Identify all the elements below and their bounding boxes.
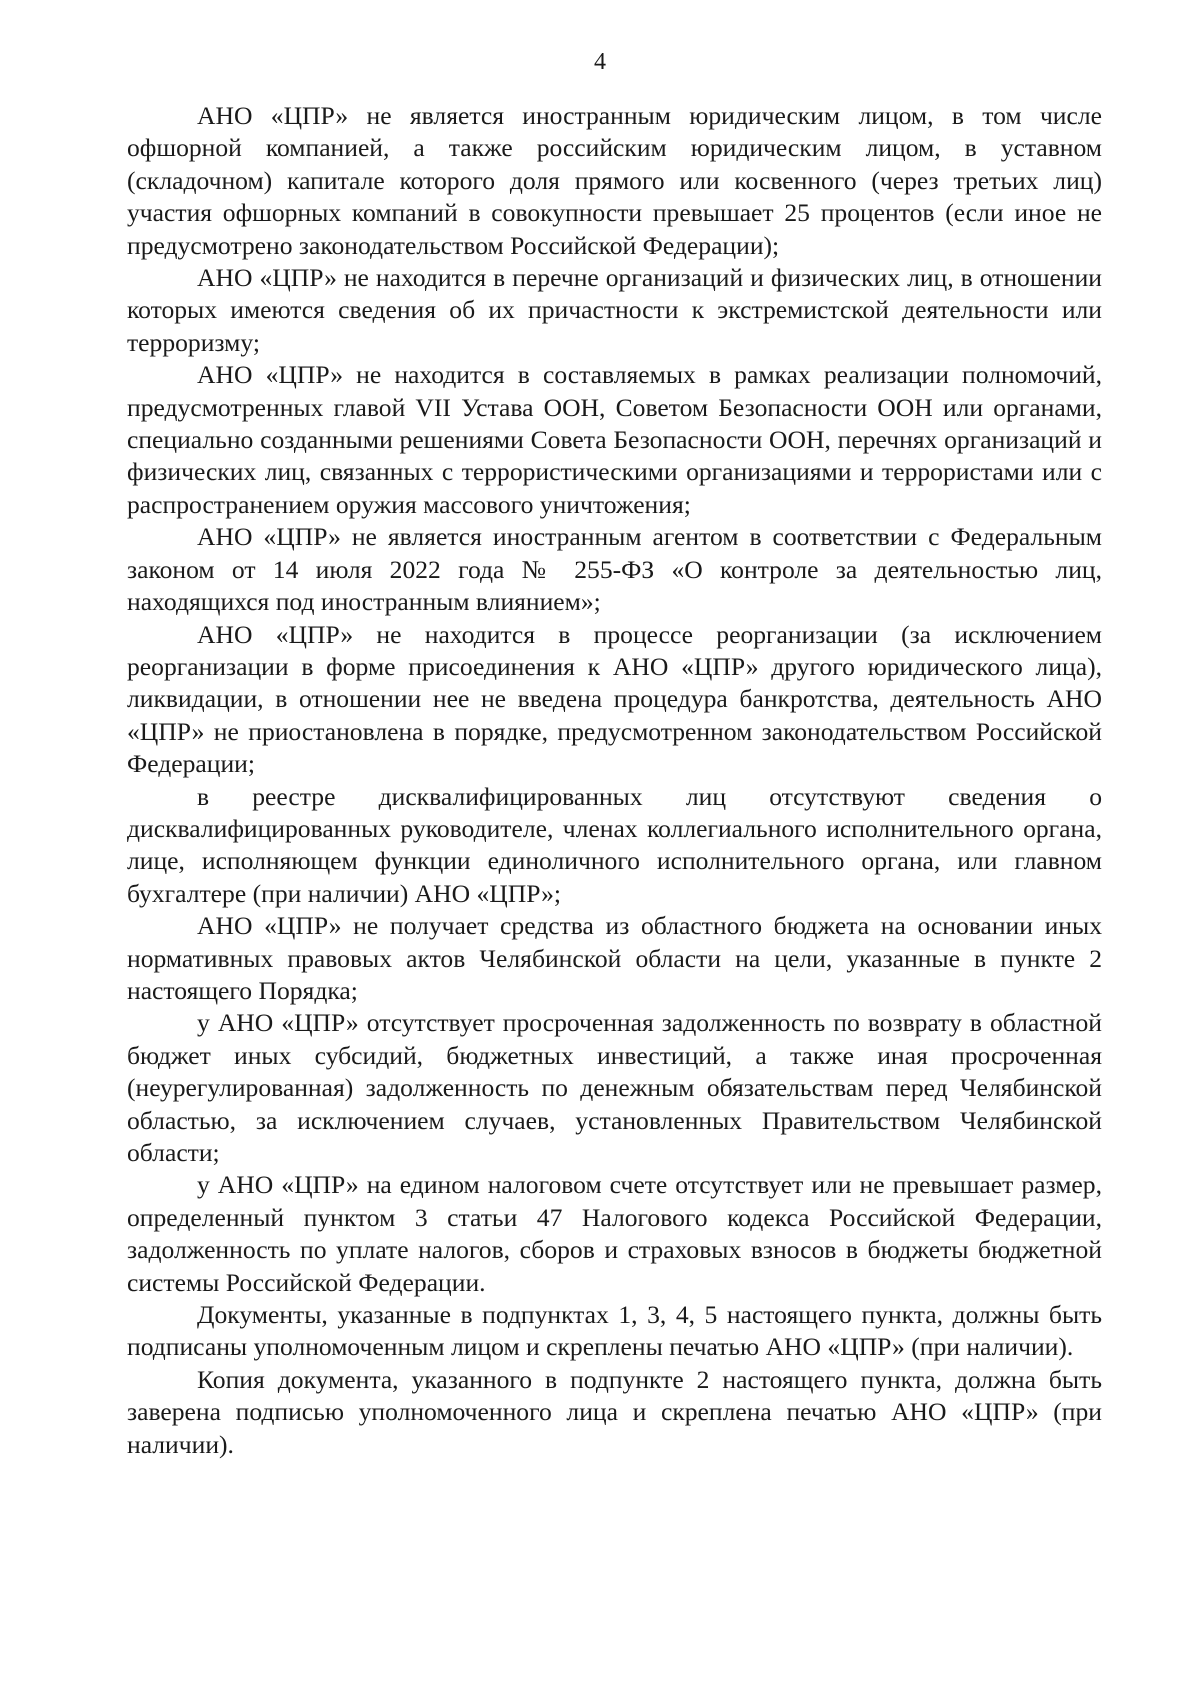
paragraph-copy-certification: Копия документа, указанного в подпункте 2 настоящего пункта, должна быть заверена подписью уполномоченного лица и скреплена печатью АНО «ЦПР» (при наличии). [127, 1364, 1102, 1459]
paragraph-tax-account: у АНО «ЦПР» на едином налоговом счете отсутствует или не превышает размер, определенный пунктом 3 статьи 47 Налогового кодекса Российской Федерации, задолженность по уплате налогов, сборов и страховых взносов в бюджеты бюджетной системы Российской Федерации. [127, 1170, 1102, 1297]
paragraph-not-foreign-entity: АНО «ЦПР» не является иностранным юридическим лицом, в том числе офшорной компанией, а также российским юридическим лицом, в уставном (складочном) капитале которого доля прямого или косвенного (через третьих лиц) участия офшорных компаний в совокупности превышает 25 процентов (если иное не предусмотрено законодательством Российской Федерации); [127, 101, 1102, 260]
document-body [127, 100, 1102, 1461]
paragraph-no-overdue-debt: у АНО «ЦПР» отсутствует просроченная задолженность по возврату в областной бюджет иных субсидий, бюджетных инвестиций, а также иная просроченная (неурегулированная) задолженность по денежным обязательствам перед Челябинской областью, за исключением случаев, установленных Правительством Челябинской области; [127, 1008, 1102, 1167]
paragraph-no-regional-budget-funds: АНО «ЦПР» не получает средства из областного бюджета на основании иных нормативных правовых актов Челябинской области на цели, указанные в пункте 2 настоящего Порядка; [127, 911, 1102, 1005]
page-number: 4 [594, 49, 606, 75]
paragraph-documents-signature: Документы, указанные в подпунктах 1, 3, 4, 5 настоящего пункта, должны быть подписаны уполномоченным лицом и скреплены печатью АНО «ЦПР» (при наличии). [127, 1300, 1102, 1362]
paragraph-not-extremism-list: АНО «ЦПР» не находится в перечне организаций и физических лиц, в отношении которых имеются сведения об их причастности к экстремистской деятельности или терроризму; [127, 263, 1102, 357]
paragraph-not-un-terrorism-list: АНО «ЦПР» не находится в составляемых в рамках реализации полномочий, предусмотренных главой VII Устава ООН, Советом Безопасности ООН или органами, специально созданными решениями Совета Безопасности ООН, перечнях организаций и физических лиц, связанных с террористическими организациями и террористами или с распространением оружия массового уничтожения; [127, 360, 1102, 519]
paragraph-not-reorganization: АНО «ЦПР» не находится в процессе реорганизации (за исключением реорганизации в форме присоединения к АНО «ЦПР» другого юридического лица), ликвидации, в отношении нее не введена процедура банкротства, деятельность АНО «ЦПР» не приостановлена в порядке, предусмотренном законодательством Российской Федерации; [127, 619, 1102, 779]
paragraph-not-foreign-agent: АНО «ЦПР» не является иностранным агентом в соответствии с Федеральным законом от 14 июля 2022 года № 255-ФЗ «О контроле за деятельностью лиц, находящихся под иностранным влиянием»; [127, 522, 1102, 617]
paragraph-disqualified-registry: в реестре дисквалифицированных лиц отсутствуют сведения о дисквалифицированных руководителе, членах коллегиального исполнительного органа, лице, исполняющем функции единоличного исполнительного органа, или главном бухгалтере (при наличии) АНО «ЦПР»; [127, 781, 1102, 908]
